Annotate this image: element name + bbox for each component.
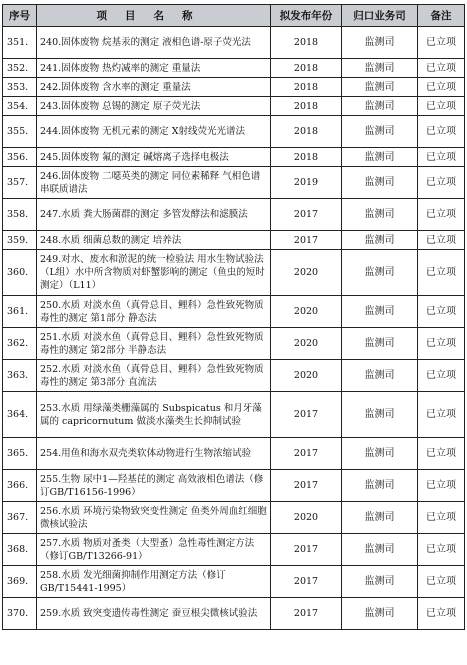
dept-cell: 监测司	[342, 502, 418, 534]
dept-cell: 监测司	[342, 360, 418, 392]
year-cell: 2020	[271, 250, 342, 296]
seq-cell: 355.	[3, 116, 37, 148]
year-cell: 2017	[271, 566, 342, 598]
year-cell: 2018	[271, 116, 342, 148]
name-cell: 246.固体废物 二噁英类的测定 同位素稀释 气相色谱串联质谱法	[37, 167, 271, 199]
seq-cell: 370.	[3, 598, 37, 630]
note-cell: 已立项	[418, 296, 465, 328]
year-cell: 2018	[271, 78, 342, 97]
seq-cell: 362.	[3, 328, 37, 360]
table-row	[3, 78, 465, 97]
year-cell: 2018	[271, 148, 342, 167]
header-year: 拟发布年份	[271, 5, 342, 27]
year-cell: 2018	[271, 27, 342, 59]
note-cell: 已立项	[418, 231, 465, 250]
seq-cell: 359.	[3, 231, 37, 250]
header-note: 备注	[418, 5, 465, 27]
dept-cell: 监测司	[342, 78, 418, 97]
table-row	[3, 598, 465, 630]
name-cell: 242.固体废物 含水率的测定 重量法	[37, 78, 271, 97]
seq-cell: 356.	[3, 148, 37, 167]
table-row	[3, 502, 465, 534]
table-row	[3, 148, 465, 167]
table-row	[3, 231, 465, 250]
year-cell: 2018	[271, 97, 342, 116]
name-cell: 255.生物 尿中1—羟基芘的测定 高效液相色谱法（修订GB/T16156-1996）	[37, 470, 271, 502]
note-cell: 已立项	[418, 167, 465, 199]
table-row	[3, 250, 465, 296]
note-cell: 已立项	[418, 534, 465, 566]
year-cell: 2017	[271, 534, 342, 566]
name-cell: 240.固体废物 烷基汞的测定 液相色谱-原子荧光法	[37, 27, 271, 59]
header-dept: 归口业务司	[342, 5, 418, 27]
table-row	[3, 296, 465, 328]
seq-cell: 357.	[3, 167, 37, 199]
seq-cell: 365.	[3, 438, 37, 470]
table-header-row	[3, 5, 465, 27]
table-row	[3, 167, 465, 199]
name-cell: 249.对水、废水和淤泥的统一检验法 用水生物试验法（L组）水中所含物质对虾蟹影响的测定（鱼虫的短时测定）（L11）	[37, 250, 271, 296]
table-row	[3, 360, 465, 392]
standards-table	[2, 4, 465, 630]
dept-cell: 监测司	[342, 148, 418, 167]
header-seq: 序号	[3, 5, 37, 27]
seq-cell: 352.	[3, 59, 37, 78]
name-cell: 256.水质 环境污染物致突变性测定 鱼类外周血红细胞微核试验法	[37, 502, 271, 534]
name-cell: 250.水质 对淡水鱼（真骨总目、鲤科）急性致死物质毒性的测定 第1部分 静态法	[37, 296, 271, 328]
note-cell: 已立项	[418, 598, 465, 630]
dept-cell: 监测司	[342, 116, 418, 148]
name-cell: 247.水质 粪大肠菌群的测定 多管发酵法和滤膜法	[37, 199, 271, 231]
seq-cell: 361.	[3, 296, 37, 328]
name-cell: 248.水质 细菌总数的测定 培养法	[37, 231, 271, 250]
dept-cell: 监测司	[342, 328, 418, 360]
header-name: 项目名称	[37, 5, 271, 27]
name-cell: 244.固体废物 无机元素的测定 X射线荧光光谱法	[37, 116, 271, 148]
seq-cell: 366.	[3, 470, 37, 502]
seq-cell: 354.	[3, 97, 37, 116]
table-row	[3, 27, 465, 59]
table-row	[3, 566, 465, 598]
note-cell: 已立项	[418, 250, 465, 296]
seq-cell: 369.	[3, 566, 37, 598]
note-cell: 已立项	[418, 360, 465, 392]
name-cell: 251.水质 对淡水鱼（真骨总目、鲤科）急性致死物质毒性的测定 第2部分 半静态法	[37, 328, 271, 360]
note-cell: 已立项	[418, 392, 465, 438]
name-cell: 254.用鱼和海水双壳类软体动物进行生物浓缩试验	[37, 438, 271, 470]
note-cell: 已立项	[418, 470, 465, 502]
dept-cell: 监测司	[342, 231, 418, 250]
note-cell: 已立项	[418, 97, 465, 116]
seq-cell: 367.	[3, 502, 37, 534]
year-cell: 2017	[271, 199, 342, 231]
table-row	[3, 97, 465, 116]
name-cell: 243.固体废物 总锡的测定 原子荧光法	[37, 97, 271, 116]
seq-cell: 353.	[3, 78, 37, 97]
dept-cell: 监测司	[342, 534, 418, 566]
year-cell: 2017	[271, 598, 342, 630]
year-cell: 2020	[271, 502, 342, 534]
table-row	[3, 328, 465, 360]
table-body	[3, 27, 465, 630]
table-row	[3, 116, 465, 148]
note-cell: 已立项	[418, 27, 465, 59]
dept-cell: 监测司	[342, 59, 418, 78]
dept-cell: 监测司	[342, 392, 418, 438]
name-cell: 252.水质 对淡水鱼（真骨总目、鲤科）急性致死物质毒性的测定 第3部分 直流法	[37, 360, 271, 392]
seq-cell: 358.	[3, 199, 37, 231]
dept-cell: 监测司	[342, 250, 418, 296]
seq-cell: 364.	[3, 392, 37, 438]
year-cell: 2019	[271, 167, 342, 199]
dept-cell: 监测司	[342, 438, 418, 470]
table-row	[3, 199, 465, 231]
note-cell: 已立项	[418, 328, 465, 360]
dept-cell: 监测司	[342, 97, 418, 116]
note-cell: 已立项	[418, 199, 465, 231]
note-cell: 已立项	[418, 78, 465, 97]
name-cell: 245.固体废物 氟的测定 碱熔离子选择电极法	[37, 148, 271, 167]
dept-cell: 监测司	[342, 199, 418, 231]
table-row	[3, 438, 465, 470]
year-cell: 2017	[271, 392, 342, 438]
name-cell: 257.水质 物质对蚤类（大型蚤）急性毒性测定方法（修订GB/T13266-91）	[37, 534, 271, 566]
note-cell: 已立项	[418, 502, 465, 534]
table-row	[3, 59, 465, 78]
seq-cell: 363.	[3, 360, 37, 392]
year-cell: 2017	[271, 231, 342, 250]
dept-cell: 监测司	[342, 167, 418, 199]
year-cell: 2018	[271, 59, 342, 78]
year-cell: 2017	[271, 470, 342, 502]
name-cell: 241.固体废物 热灼减率的测定 重量法	[37, 59, 271, 78]
year-cell: 2020	[271, 360, 342, 392]
note-cell: 已立项	[418, 438, 465, 470]
seq-cell: 368.	[3, 534, 37, 566]
year-cell: 2017	[271, 438, 342, 470]
seq-cell: 360.	[3, 250, 37, 296]
table-row	[3, 534, 465, 566]
note-cell: 已立项	[418, 116, 465, 148]
seq-cell: 351.	[3, 27, 37, 59]
note-cell: 已立项	[418, 566, 465, 598]
dept-cell: 监测司	[342, 27, 418, 59]
dept-cell: 监测司	[342, 598, 418, 630]
note-cell: 已立项	[418, 59, 465, 78]
dept-cell: 监测司	[342, 566, 418, 598]
note-cell: 已立项	[418, 148, 465, 167]
table-row	[3, 392, 465, 438]
name-cell: 259.水质 致突变遗传毒性测定 蚕豆根尖微核试验法	[37, 598, 271, 630]
year-cell: 2020	[271, 328, 342, 360]
name-cell: 258.水质 发光细菌抑制作用测定方法（修订GB/T15441-1995）	[37, 566, 271, 598]
name-cell: 253.水质 用绿藻类栅藻属的 Subspicatus 和月牙藻属的 capricornutum 做淡水藻类生长抑制试验	[37, 392, 271, 438]
year-cell: 2020	[271, 296, 342, 328]
document-page	[2, 4, 464, 630]
table-row	[3, 470, 465, 502]
dept-cell: 监测司	[342, 470, 418, 502]
dept-cell: 监测司	[342, 296, 418, 328]
